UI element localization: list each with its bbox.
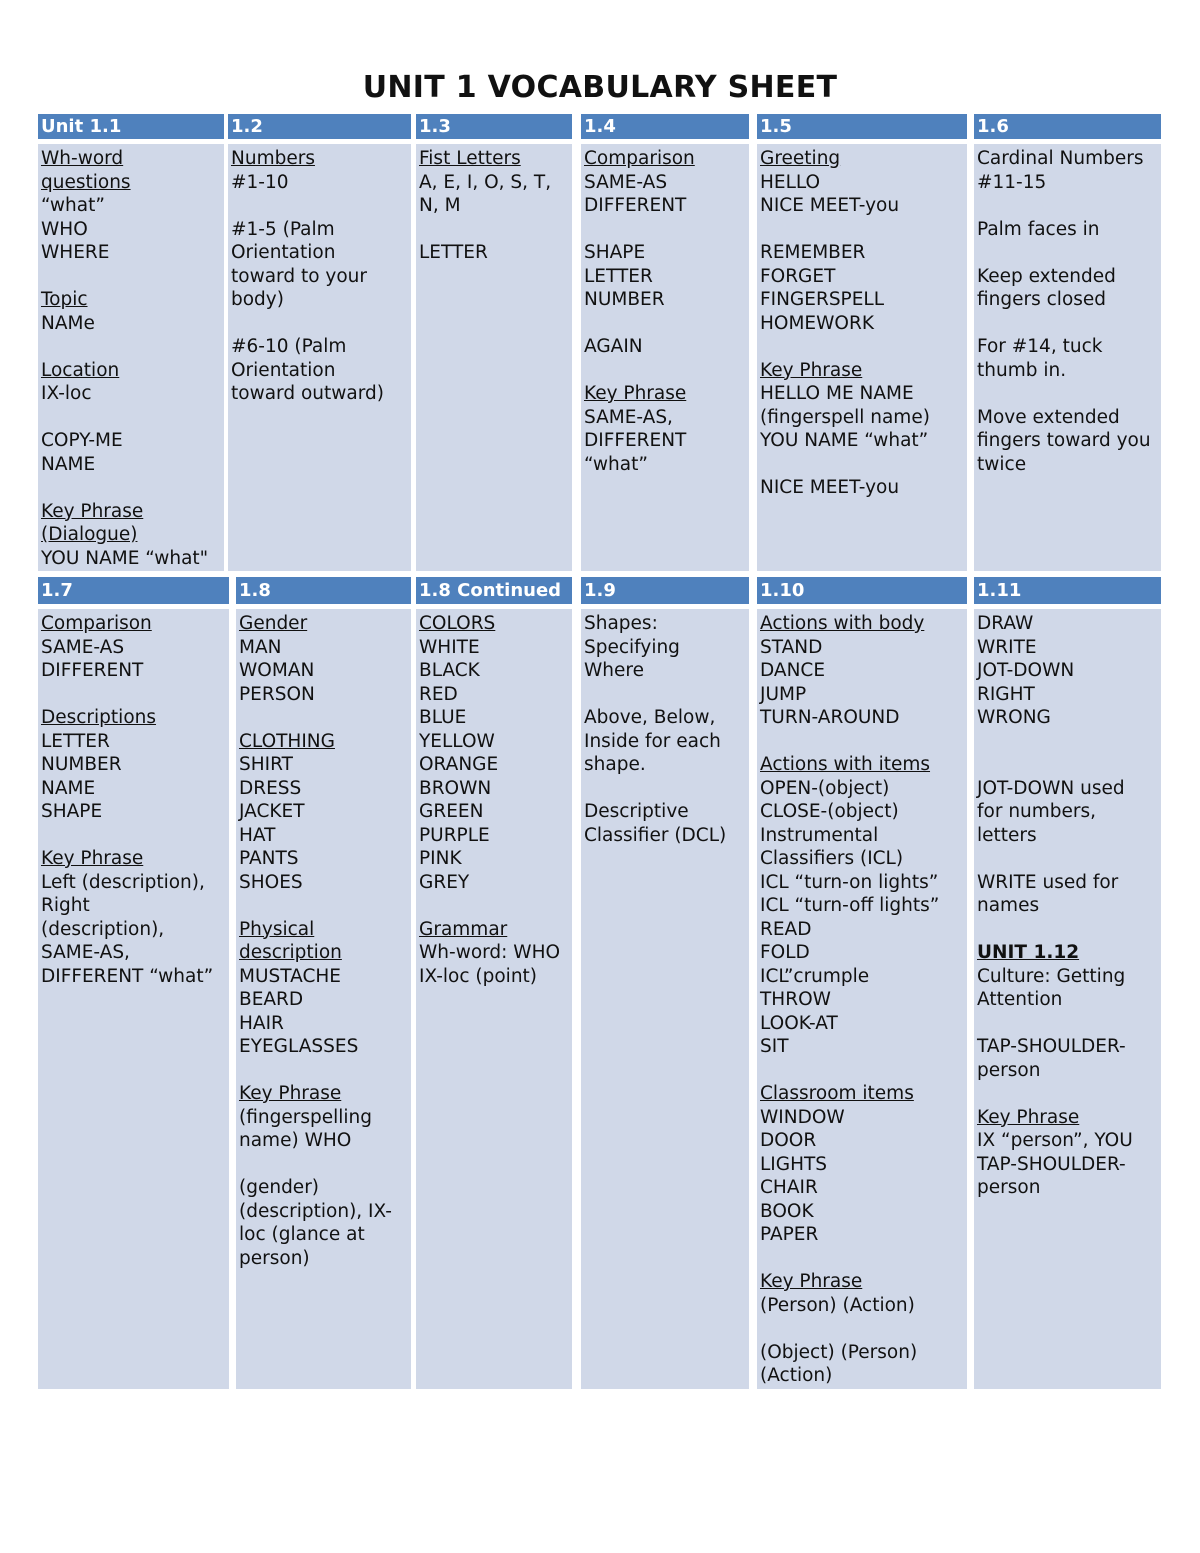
vocab-line: Descriptions (41, 707, 157, 728)
vocab-line: NICE MEET-you (760, 477, 900, 498)
vocab-line: Cardinal Numbers (977, 148, 1144, 169)
vocab-line: STAND (760, 636, 823, 658)
blank-line (584, 683, 747, 707)
vocab-line: person) (239, 1247, 310, 1269)
column-header: 1.8 Continued (416, 577, 572, 604)
vocab-line: LETTER (584, 265, 653, 287)
vocab-line: MAN (239, 636, 282, 658)
vocab-line: SHIRT (239, 754, 293, 775)
vocab-line: Above, Below, (584, 707, 716, 728)
vocab-cell (581, 609, 749, 1389)
column-header: 1.7 (38, 577, 229, 604)
vocab-line: questions (41, 171, 131, 193)
column-header: 1.4 (581, 114, 749, 139)
vocab-line: N, M (419, 195, 461, 216)
vocab-line: HAIR (239, 1012, 284, 1034)
vocab-line: (Dialogue) (41, 524, 138, 545)
vocab-line: Inside for each (584, 730, 721, 752)
vocab-line: letters (977, 824, 1037, 846)
blank-line (977, 194, 1159, 218)
vocab-line: fingers closed (977, 289, 1107, 310)
vocab-line: BEARD (239, 989, 304, 1010)
vocab-line: BLACK (419, 660, 480, 681)
vocab-cell (38, 144, 224, 571)
vocab-line: twice (977, 453, 1027, 475)
vocab-line: OPEN-(object) (760, 777, 890, 799)
column-header: 1.8 (236, 577, 411, 604)
blank-line (977, 730, 1159, 754)
blank-line (584, 359, 747, 383)
vocab-line: ICL”crumple (760, 965, 870, 987)
vocab-line: Greeting (760, 148, 841, 169)
vocab-line: JACKET (239, 801, 305, 822)
vocab-line: ICL “turn-on lights” (760, 871, 939, 893)
vocab-line: TAP-SHOULDER- (977, 1153, 1126, 1175)
blank-line (419, 218, 570, 242)
vocab-line: Classroom items (760, 1083, 914, 1104)
column-header: 1.10 (757, 577, 967, 604)
vocab-line: NAME (41, 777, 96, 799)
vocab-line: COLORS (419, 613, 496, 634)
vocab-line: FORGET (760, 265, 836, 287)
vocab-line: RIGHT (977, 683, 1035, 705)
blank-line (419, 894, 570, 918)
vocab-line: LETTER (41, 730, 110, 752)
vocab-line: JOT-DOWN used (977, 777, 1125, 799)
vocab-line: names (977, 895, 1040, 916)
vocab-line: For #14, tuck (977, 336, 1103, 357)
blank-line (977, 382, 1159, 406)
vocab-line: YOU NAME “what” (760, 430, 929, 451)
vocab-line: WHITE (419, 636, 480, 658)
vocab-line: WOMAN (239, 660, 315, 681)
vocab-line: TAP-SHOULDER- (977, 1036, 1126, 1057)
vocab-line: FOLD (760, 942, 810, 963)
vocab-line: PAPER (760, 1224, 819, 1245)
vocab-line: Culture: Getting (977, 965, 1126, 987)
vocab-line: Location (41, 359, 120, 381)
vocab-line: SIT (760, 1036, 789, 1057)
vocab-line: Orientation (231, 359, 336, 381)
vocab-line: (Person) (Action) (760, 1294, 915, 1316)
vocab-cell (416, 144, 572, 571)
vocab-line: Key Phrase (760, 359, 863, 381)
vocab-line: HOMEWORK (760, 312, 874, 334)
vocab-line: Comparison (584, 148, 695, 169)
vocab-line: (gender) (239, 1177, 320, 1198)
vocab-line: DRAW (977, 613, 1034, 634)
vocab-line: AGAIN (584, 336, 643, 357)
blank-line (41, 683, 227, 707)
vocab-cell (581, 144, 749, 571)
vocab-line: Grammar (419, 918, 508, 940)
vocab-line: Key Phrase (760, 1271, 863, 1292)
vocab-line: PERSON (239, 683, 315, 705)
vocab-cell (974, 609, 1161, 1389)
vocab-line: WRITE (977, 636, 1037, 658)
vocab-line: thumb in. (977, 359, 1067, 381)
vocab-line: Physical (239, 918, 315, 940)
vocab-line: TURN-AROUND (760, 707, 900, 728)
blank-line (977, 918, 1159, 942)
vocab-line: WRITE used for (977, 871, 1119, 893)
vocab-line: (Action) (760, 1365, 833, 1386)
vocab-line: Comparison (41, 613, 152, 634)
vocab-line: person (977, 1177, 1041, 1198)
vocab-line: Keep extended (977, 265, 1116, 287)
column-header: 1.5 (757, 114, 967, 139)
vocab-line: #1-10 (231, 171, 289, 193)
vocab-line: PINK (419, 848, 462, 869)
vocab-line: EYEGLASSES (239, 1036, 359, 1057)
vocab-line: DRESS (239, 777, 302, 799)
vocab-line: SAME-AS (41, 636, 125, 658)
vocab-line: #6-10 (Palm (231, 336, 347, 357)
column-header: 1.9 (581, 577, 749, 604)
vocab-line: CHAIR (760, 1177, 818, 1198)
vocab-cell (416, 609, 572, 1389)
vocab-line: #11-15 (977, 171, 1047, 193)
vocab-line: SHAPE (41, 801, 103, 822)
vocab-line: SHOES (239, 871, 303, 893)
blank-line (584, 777, 747, 801)
vocab-line: NICE MEET-you (760, 195, 900, 216)
vocab-line: SAME-AS, (41, 942, 130, 963)
vocab-line: Classifier (DCL) (584, 824, 727, 846)
blank-line (977, 1012, 1159, 1036)
vocab-line: #1-5 (Palm (231, 218, 335, 240)
vocab-line: HAT (239, 824, 276, 846)
vocab-line: BLUE (419, 707, 467, 728)
blank-line (239, 1153, 409, 1177)
vocab-line: name) WHO (239, 1130, 352, 1151)
blank-line (977, 312, 1159, 336)
vocab-line: person (977, 1059, 1041, 1081)
vocab-line: toward to your (231, 265, 367, 287)
vocab-line: (fingerspelling (239, 1106, 372, 1128)
column-header: 1.2 (228, 114, 411, 139)
vocab-line: NAMe (41, 312, 95, 334)
vocab-line: CLOTHING (239, 730, 335, 752)
vocab-cell (757, 144, 967, 571)
vocab-line: Attention (977, 989, 1063, 1010)
vocab-line: Palm faces in (977, 218, 1100, 240)
blank-line (239, 894, 409, 918)
vocab-line: Orientation (231, 242, 336, 263)
blank-line (584, 312, 747, 336)
vocab-line: UNIT 1.12 (977, 942, 1080, 963)
vocab-line: COPY-ME (41, 430, 123, 451)
vocab-line: LETTER (419, 242, 488, 263)
vocab-line: ICL “turn-off lights” (760, 895, 940, 916)
vocab-line: Numbers (231, 148, 315, 169)
vocab-line: WINDOW (760, 1106, 845, 1128)
blank-line (977, 1082, 1159, 1106)
vocab-line: NAME (41, 453, 96, 475)
vocab-line: RED (419, 683, 458, 705)
column-header: Unit 1.1 (38, 114, 224, 139)
vocab-line: Right (41, 895, 90, 916)
vocab-line: IX “person”, YOU (977, 1130, 1133, 1151)
vocab-line: toward outward) (231, 383, 384, 404)
vocab-line: DIFFERENT “what” (41, 965, 214, 987)
vocab-line: Key Phrase (41, 500, 144, 522)
vocab-line: NUMBER (584, 289, 665, 310)
vocab-line: A, E, I, O, S, T, (419, 171, 552, 193)
vocab-line: THROW (760, 989, 831, 1010)
vocab-line: Key Phrase (584, 383, 687, 404)
vocab-line: FINGERSPELL (760, 289, 885, 310)
vocab-line: WHO (41, 218, 88, 240)
blank-line (239, 1059, 409, 1083)
vocab-line: REMEMBER (760, 242, 866, 263)
vocab-line: loc (glance at (239, 1224, 365, 1245)
vocab-line: Left (description), (41, 871, 205, 893)
vocab-line: Gender (239, 613, 308, 634)
vocab-line: Where (584, 660, 644, 681)
vocab-line: Specifying (584, 636, 680, 658)
vocab-line: DIFFERENT (584, 195, 687, 216)
blank-line (231, 312, 409, 336)
vocab-cell (757, 609, 967, 1389)
vocab-line: NUMBER (41, 754, 122, 775)
vocab-line: PURPLE (419, 824, 490, 846)
vocab-line: GREEN (419, 801, 484, 822)
vocab-line: Key Phrase (41, 848, 144, 869)
vocab-line: SAME-AS, (584, 406, 673, 428)
vocab-line: READ (760, 918, 812, 940)
vocab-line: body) (231, 289, 284, 310)
vocab-line: YOU NAME “what" (41, 547, 209, 569)
blank-line (760, 218, 965, 242)
vocab-line: Key Phrase (977, 1106, 1080, 1128)
vocab-line: DIFFERENT (584, 430, 687, 451)
blank-line (977, 847, 1159, 871)
vocab-line: Instrumental (760, 824, 879, 846)
vocab-line: HELLO (760, 171, 821, 193)
vocab-line: Shapes: (584, 613, 658, 634)
vocab-line: fingers toward you (977, 430, 1151, 451)
vocab-line: (description), (41, 918, 165, 940)
vocab-cell (236, 609, 411, 1389)
vocab-line: MUSTACHE (239, 965, 341, 987)
blank-line (760, 1317, 965, 1341)
blank-line (760, 453, 965, 477)
vocab-line: “what” (41, 195, 105, 216)
blank-line (977, 753, 1159, 777)
vocab-line: (fingerspell name) (760, 406, 930, 428)
blank-line (584, 218, 747, 242)
vocab-line: LOOK-AT (760, 1012, 838, 1034)
vocab-line: Fist Letters (419, 148, 521, 169)
blank-line (41, 265, 222, 289)
vocab-line: BROWN (419, 777, 492, 799)
blank-line (760, 1059, 965, 1083)
blank-line (760, 335, 965, 359)
vocab-line: HELLO ME NAME (760, 383, 914, 404)
vocab-line: SHAPE (584, 242, 646, 263)
vocab-line: DOOR (760, 1130, 817, 1151)
vocab-line: WHERE (41, 242, 110, 263)
vocab-line: JUMP (760, 683, 807, 705)
blank-line (41, 824, 227, 848)
blank-line (41, 476, 222, 500)
vocab-line: LIGHTS (760, 1153, 828, 1175)
vocab-line: BOOK (760, 1200, 814, 1222)
blank-line (760, 1247, 965, 1271)
vocab-line: Descriptive (584, 801, 689, 822)
column-header: 1.6 (974, 114, 1161, 139)
blank-line (41, 406, 222, 430)
vocab-line: (Object) (Person) (760, 1341, 918, 1363)
vocab-line: DIFFERENT (41, 660, 144, 681)
vocab-line: Topic (41, 289, 88, 310)
vocab-cell (228, 144, 411, 571)
blank-line (977, 241, 1159, 265)
vocab-cell (38, 609, 229, 1389)
vocab-line: Wh-word (41, 148, 124, 169)
vocab-line: DANCE (760, 660, 826, 681)
vocab-line: IX-loc (41, 383, 92, 404)
vocab-line: JOT-DOWN (977, 660, 1075, 681)
vocab-line: WRONG (977, 707, 1051, 728)
blank-line (239, 706, 409, 730)
vocab-line: Wh-word: WHO (419, 942, 561, 963)
vocab-line: SAME-AS (584, 171, 668, 193)
vocab-line: Classifiers (ICL) (760, 848, 904, 869)
vocab-line: (description), IX- (239, 1200, 392, 1222)
vocab-line: Actions with items (760, 754, 931, 775)
blank-line (231, 194, 409, 218)
column-header: 1.11 (974, 577, 1161, 604)
vocab-line: Move extended (977, 406, 1120, 428)
vocab-line: PANTS (239, 848, 299, 869)
vocab-line: “what” (584, 453, 648, 475)
vocab-line: IX-loc (point) (419, 965, 538, 987)
vocab-line: Key Phrase (239, 1083, 342, 1104)
vocab-line: ORANGE (419, 754, 499, 775)
vocab-cell (974, 144, 1161, 571)
vocab-line: YELLOW (419, 730, 495, 752)
vocab-line: for numbers, (977, 801, 1097, 822)
vocab-line: shape. (584, 754, 646, 775)
vocab-line: CLOSE-(object) (760, 801, 899, 822)
column-header: 1.3 (416, 114, 572, 139)
blank-line (760, 730, 965, 754)
vocab-line: description (239, 942, 342, 963)
vocab-line: Actions with body (760, 613, 925, 634)
vocab-line: GREY (419, 871, 470, 893)
blank-line (41, 335, 222, 359)
page-title: UNIT 1 VOCABULARY SHEET (362, 70, 838, 105)
